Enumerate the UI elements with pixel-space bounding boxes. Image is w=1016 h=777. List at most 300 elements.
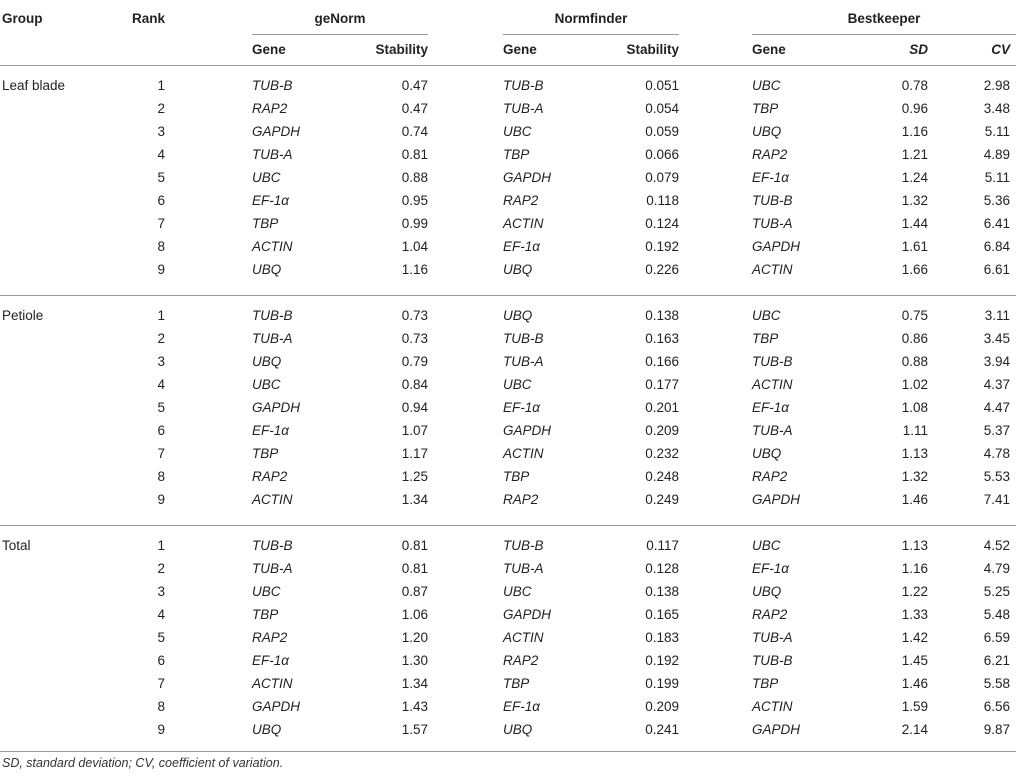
table-row [0,695,1016,718]
rank-cell: 1 [157,78,165,93]
normfinder-gene-cell: EF-1α [503,699,540,714]
spacer-cell [679,649,752,672]
spacer-cell [165,649,252,672]
spacer-cell [165,350,252,373]
rank-cell: 7 [157,216,165,231]
normfinder-gene-cell: UBQ [503,262,533,277]
genorm-stability-cell: 0.94 [401,400,428,415]
group-cell [0,626,110,649]
table-row [0,557,1016,580]
group-cell [0,327,110,350]
bestkeeper-gene-cell: TUB-B [752,354,793,369]
bestkeeper-gene-cell: RAP2 [752,147,788,162]
genorm-gene-cell: UBC [252,584,281,599]
bestkeeper-sd-cell: 1.46 [901,676,928,691]
spacer-cell [165,235,252,258]
group-cell [0,212,110,235]
genorm-gene-cell: TUB-B [252,78,293,93]
header-genorm-stability: Stability [340,35,428,66]
spacer-cell [679,143,752,166]
rank-cell: 7 [157,446,165,461]
spacer-cell [165,189,252,212]
normfinder-stability-cell: 0.051 [645,78,679,93]
bestkeeper-cv-cell: 4.47 [983,400,1010,415]
normfinder-gene-cell: TUB-A [503,354,544,369]
genorm-stability-cell: 0.84 [401,377,428,392]
normfinder-gene-cell: UBC [503,124,532,139]
normfinder-gene-cell: GAPDH [503,607,552,622]
genorm-stability-cell: 1.30 [401,653,428,668]
spacer-cell [165,465,252,488]
genorm-gene-cell: TBP [252,607,279,622]
spacer-cell [428,488,503,511]
normfinder-stability-cell: 0.128 [645,561,679,576]
spacer-cell [165,396,252,419]
bestkeeper-sd-cell: 1.13 [840,526,928,558]
spacer-cell [428,212,503,235]
bestkeeper-gene-cell: TBP [752,676,779,691]
bestkeeper-cv-cell: 2.98 [983,78,1010,93]
bottom-rule [0,751,1016,752]
rank-cell: 8 [157,239,165,254]
bestkeeper-sd-cell: 1.44 [901,216,928,231]
bestkeeper-cv-cell: 4.37 [983,377,1010,392]
normfinder-stability-cell: 0.165 [645,607,679,622]
spacer-cell [165,66,252,98]
genorm-stability-cell: 0.74 [401,124,428,139]
spacer-cell [165,603,252,626]
table-row [0,212,1016,235]
rank-cell: 7 [157,676,165,691]
table-row [0,258,1016,281]
spacer-cell [165,526,252,558]
rank-cell: 1 [110,296,165,328]
spacer-cell [428,296,503,328]
header-normfinder-stability: Stability [591,35,679,66]
normfinder-gene-cell: ACTIN [503,630,544,645]
genorm-gene-cell: TUB-A [252,331,293,346]
normfinder-gene-cell: TBP [503,147,530,162]
genorm-gene-cell: RAP2 [252,630,288,645]
bestkeeper-cv-cell: 9.87 [983,722,1010,737]
rank-cell: 8 [157,469,165,484]
bestkeeper-sd-cell: 1.16 [901,561,928,576]
spacer-cell [679,166,752,189]
genorm-stability-cell: 1.25 [401,469,428,484]
spacer-cell [165,419,252,442]
bestkeeper-cv-cell: 4.78 [983,446,1010,461]
bestkeeper-cv-cell: 3.94 [983,354,1010,369]
normfinder-gene-cell: ACTIN [503,446,544,461]
bestkeeper-gene-cell: RAP2 [752,469,788,484]
bestkeeper-cv-cell: 6.21 [983,653,1010,668]
bestkeeper-cv-cell: 5.11 [984,170,1010,185]
table-row [0,235,1016,258]
group-cell [0,419,110,442]
bestkeeper-gene-cell: EF-1α [752,400,789,415]
table-row [0,626,1016,649]
spacer-cell [679,189,752,212]
bestkeeper-gene-cell: RAP2 [752,607,788,622]
genorm-gene-cell: EF-1α [252,193,289,208]
rank-cell: 3 [157,354,165,369]
normfinder-gene-cell: TBP [503,676,530,691]
normfinder-stability-cell: 0.066 [645,147,679,162]
spacer-cell [679,396,752,419]
genorm-stability-cell: 0.81 [401,561,428,576]
genorm-stability-cell: 1.34 [401,676,428,691]
genorm-gene-cell: UBC [252,170,281,185]
genorm-stability-cell: 1.43 [401,699,428,714]
bestkeeper-cv-cell: 5.36 [983,193,1010,208]
spacer-cell [428,66,503,98]
bestkeeper-gene-cell: TUB-B [752,193,793,208]
genorm-gene-cell: RAP2 [252,469,288,484]
table-row [0,603,1016,626]
normfinder-gene-cell: ACTIN [503,216,544,231]
normfinder-stability-cell: 0.249 [645,492,679,507]
bestkeeper-sd-cell: 1.42 [901,630,928,645]
normfinder-stability-cell: 0.201 [645,400,679,415]
rank-cell: 9 [157,492,165,507]
bestkeeper-gene-cell: ACTIN [752,262,793,277]
rank-cell: 2 [157,331,165,346]
group-cell [0,465,110,488]
header-sd: SD [840,35,928,66]
normfinder-stability-cell: 0.209 [645,423,679,438]
normfinder-stability-cell: 0.166 [645,354,679,369]
genorm-stability-cell: 1.04 [401,239,428,254]
genorm-stability-cell: 1.07 [401,423,428,438]
rank-cell: 6 [157,193,165,208]
spacer-cell [679,695,752,718]
genorm-stability-cell: 0.87 [401,584,428,599]
table-row [0,488,1016,511]
bestkeeper-sd-cell: 1.22 [901,584,928,599]
normfinder-stability-cell: 0.232 [645,446,679,461]
genorm-gene-cell: GAPDH [252,124,301,139]
genorm-gene-cell: UBQ [252,354,282,369]
normfinder-gene-cell: TBP [503,469,530,484]
bestkeeper-sd-cell: 1.61 [901,239,928,254]
bestkeeper-sd-cell: 2.14 [901,722,928,737]
spacer-cell [679,718,752,741]
normfinder-stability-cell: 0.054 [645,101,679,116]
bestkeeper-cv-cell: 5.25 [983,584,1010,599]
spacer-cell [679,212,752,235]
bestkeeper-cv-cell: 6.61 [983,262,1010,277]
bestkeeper-gene-cell: TBP [752,331,779,346]
group-cell [0,258,110,281]
spacer-cell [165,672,252,695]
rank-cell: 3 [157,124,165,139]
group-cell [0,235,110,258]
group-cell [0,373,110,396]
spacer-cell [428,672,503,695]
spacer-cell [679,603,752,626]
bestkeeper-sd-cell: 0.86 [901,331,928,346]
genorm-gene-cell: GAPDH [252,400,301,415]
normfinder-gene-cell: RAP2 [503,653,539,668]
bestkeeper-gene-cell: EF-1α [752,170,789,185]
normfinder-stability-cell: 0.117 [591,526,679,558]
genorm-gene-cell: ACTIN [252,239,293,254]
bestkeeper-gene-cell: TUB-A [752,630,793,645]
rank-cell: 9 [157,262,165,277]
table-row [0,672,1016,695]
rank-cell: 1 [110,526,165,558]
normfinder-gene-cell: TUB-B [503,78,544,93]
genorm-stability-cell: 0.95 [401,193,428,208]
spacer-cell [428,235,503,258]
bestkeeper-gene-cell: TUB-A [752,423,793,438]
bestkeeper-cv-cell: 5.53 [983,469,1010,484]
spacer-cell [428,143,503,166]
rank-cell: 2 [157,101,165,116]
bestkeeper-gene-cell: GAPDH [752,722,801,737]
normfinder-gene-cell: TUB-B [503,331,544,346]
bestkeeper-gene-cell: TBP [752,101,779,116]
normfinder-stability-cell: 0.226 [645,262,679,277]
bestkeeper-gene-cell: UBQ [752,584,782,599]
genorm-stability-cell: 1.20 [401,630,428,645]
spacer-cell [679,327,752,350]
spacer-cell [679,442,752,465]
table-footnote: SD, standard deviation; CV, coefficient of variation. [2,756,284,770]
header-normfinder-gene: Gene [503,35,591,66]
rank-cell: 9 [157,722,165,737]
bestkeeper-sd-cell: 1.02 [901,377,928,392]
spacer-cell [679,488,752,511]
table-row [0,718,1016,741]
bestkeeper-cv-cell: 5.37 [983,423,1010,438]
normfinder-stability-cell: 0.192 [645,653,679,668]
genorm-gene-cell: UBQ [252,722,282,737]
group-cell [0,442,110,465]
table-row [0,373,1016,396]
normfinder-stability-cell: 0.079 [645,170,679,185]
table-row [0,296,1016,328]
group-separator [0,511,1016,526]
spacer-cell [165,97,252,120]
genorm-stability-cell: 1.57 [401,722,428,737]
group-cell [0,649,110,672]
genorm-stability-cell: 0.81 [340,526,428,558]
bestkeeper-sd-cell: 1.32 [901,469,928,484]
spacer-cell [679,672,752,695]
header-normfinder: Normfinder [503,0,679,35]
spacer-cell [428,557,503,580]
header-genorm-gene: Gene [252,35,340,66]
table-row [0,419,1016,442]
spacer-cell [679,120,752,143]
spacer-cell [428,526,503,558]
spacer-cell [679,373,752,396]
spacer-cell [165,442,252,465]
genorm-gene-cell: EF-1α [252,423,289,438]
genorm-gene-cell: RAP2 [252,101,288,116]
normfinder-stability-cell: 0.183 [645,630,679,645]
bestkeeper-gene-cell: UBQ [752,124,782,139]
genorm-gene-cell: EF-1α [252,653,289,668]
rank-cell: 2 [157,561,165,576]
group-cell [0,396,110,419]
bestkeeper-cv-cell: 5.11 [984,124,1010,139]
table-row [0,97,1016,120]
bestkeeper-cv-cell: 3.11 [928,296,1016,328]
normfinder-stability-cell: 0.241 [645,722,679,737]
genorm-stability-cell: 1.17 [401,446,428,461]
spacer-cell [428,350,503,373]
group-cell [0,120,110,143]
spacer-cell [679,296,752,328]
rank-cell: 4 [157,147,165,162]
bestkeeper-gene-cell: UBC [752,296,840,328]
bestkeeper-gene-cell: ACTIN [752,699,793,714]
table-row [0,350,1016,373]
normfinder-stability-cell: 0.059 [645,124,679,139]
spacer-cell [165,166,252,189]
spacer-cell [428,396,503,419]
spacer-cell [679,557,752,580]
spacer-cell [679,97,752,120]
normfinder-gene-cell: TUB-B [503,526,591,558]
genorm-gene-cell: TUB-B [252,296,340,328]
spacer-cell [428,327,503,350]
normfinder-stability-cell: 0.124 [645,216,679,231]
spacer-cell [428,373,503,396]
header-genorm: geNorm [252,0,428,35]
rank-cell: 4 [157,377,165,392]
rank-cell: 8 [157,699,165,714]
spacer-cell [428,626,503,649]
group-cell [0,350,110,373]
genorm-stability-cell: 0.81 [401,147,428,162]
normfinder-gene-cell: TUB-A [503,561,544,576]
table-row [0,143,1016,166]
genorm-stability-cell: 1.06 [401,607,428,622]
bestkeeper-sd-cell: 1.33 [901,607,928,622]
genorm-gene-cell: GAPDH [252,699,301,714]
table-row [0,580,1016,603]
bestkeeper-sd-cell: 0.96 [901,101,928,116]
bestkeeper-sd-cell: 0.75 [840,296,928,328]
bestkeeper-cv-cell: 4.89 [983,147,1010,162]
spacer-cell [428,465,503,488]
normfinder-stability-cell: 0.138 [591,296,679,328]
genorm-stability-cell: 0.47 [401,78,428,93]
spacer-cell [165,718,252,741]
normfinder-stability-cell: 0.209 [645,699,679,714]
bestkeeper-gene-cell: ACTIN [752,377,793,392]
normfinder-gene-cell: UBQ [503,722,533,737]
spacer-cell [679,465,752,488]
bestkeeper-sd-cell: 1.59 [901,699,928,714]
group-cell [0,488,110,511]
table-row [0,189,1016,212]
rank-cell: 5 [157,400,165,415]
table-row [0,120,1016,143]
normfinder-gene-cell: EF-1α [503,400,540,415]
genorm-gene-cell: TUB-A [252,561,293,576]
spacer-cell [165,373,252,396]
genorm-gene-cell: ACTIN [252,492,293,507]
group-label: Total [0,526,110,558]
header-bestkeeper: Bestkeeper [752,0,1016,35]
normfinder-gene-cell: RAP2 [503,193,539,208]
bestkeeper-sd-cell: 1.24 [901,170,928,185]
spacer-cell [165,258,252,281]
table-row [0,66,1016,98]
group-separator [0,281,1016,296]
bestkeeper-cv-cell: 5.58 [983,676,1010,691]
table-row [0,465,1016,488]
spacer-cell [428,419,503,442]
normfinder-stability-cell: 0.177 [645,377,679,392]
header-rank: Rank [131,11,165,27]
table-row [0,396,1016,419]
spacer-cell [428,258,503,281]
group-cell [0,603,110,626]
genorm-stability-cell: 0.99 [401,216,428,231]
rank-cell: 5 [157,170,165,185]
bestkeeper-cv-cell: 3.48 [983,101,1010,116]
normfinder-stability-cell: 0.118 [646,193,679,208]
bestkeeper-cv-cell: 6.41 [983,216,1010,231]
bestkeeper-gene-cell: TUB-B [752,653,793,668]
normfinder-stability-cell: 0.138 [645,584,679,599]
table-body [0,66,1016,742]
table-row [0,166,1016,189]
rank-cell: 3 [157,584,165,599]
header-cv: CV [928,35,1016,66]
bestkeeper-sd-cell: 0.88 [901,354,928,369]
spacer-cell [679,626,752,649]
spacer-cell [428,97,503,120]
spacer-cell [165,120,252,143]
group-cell [0,695,110,718]
bestkeeper-sd-cell: 1.46 [901,492,928,507]
group-cell [0,189,110,212]
bestkeeper-sd-cell: 0.78 [901,78,928,93]
bestkeeper-sd-cell: 1.08 [901,400,928,415]
spacer-cell [428,189,503,212]
normfinder-gene-cell: UBC [503,584,532,599]
spacer-cell [428,718,503,741]
normfinder-gene-cell: UBC [503,377,532,392]
spacer-cell [428,695,503,718]
normfinder-gene-cell: GAPDH [503,423,552,438]
genorm-gene-cell: TBP [252,446,279,461]
group-label: Petiole [0,296,110,328]
spacer-cell [165,580,252,603]
spacer-cell [428,580,503,603]
spacer-cell [428,442,503,465]
bestkeeper-gene-cell: UBQ [752,446,782,461]
genorm-stability-cell: 0.73 [401,331,428,346]
spacer-cell [679,350,752,373]
spacer-cell [165,327,252,350]
bestkeeper-sd-cell: 1.21 [901,147,928,162]
spacer-cell [428,120,503,143]
genorm-stability-cell: 0.73 [340,296,428,328]
genorm-stability-cell: 0.47 [401,101,428,116]
rank-cell: 4 [157,607,165,622]
normfinder-stability-cell: 0.248 [645,469,679,484]
bestkeeper-sd-cell: 1.32 [901,193,928,208]
bestkeeper-gene-cell: GAPDH [752,492,801,507]
bestkeeper-cv-cell: 5.48 [983,607,1010,622]
